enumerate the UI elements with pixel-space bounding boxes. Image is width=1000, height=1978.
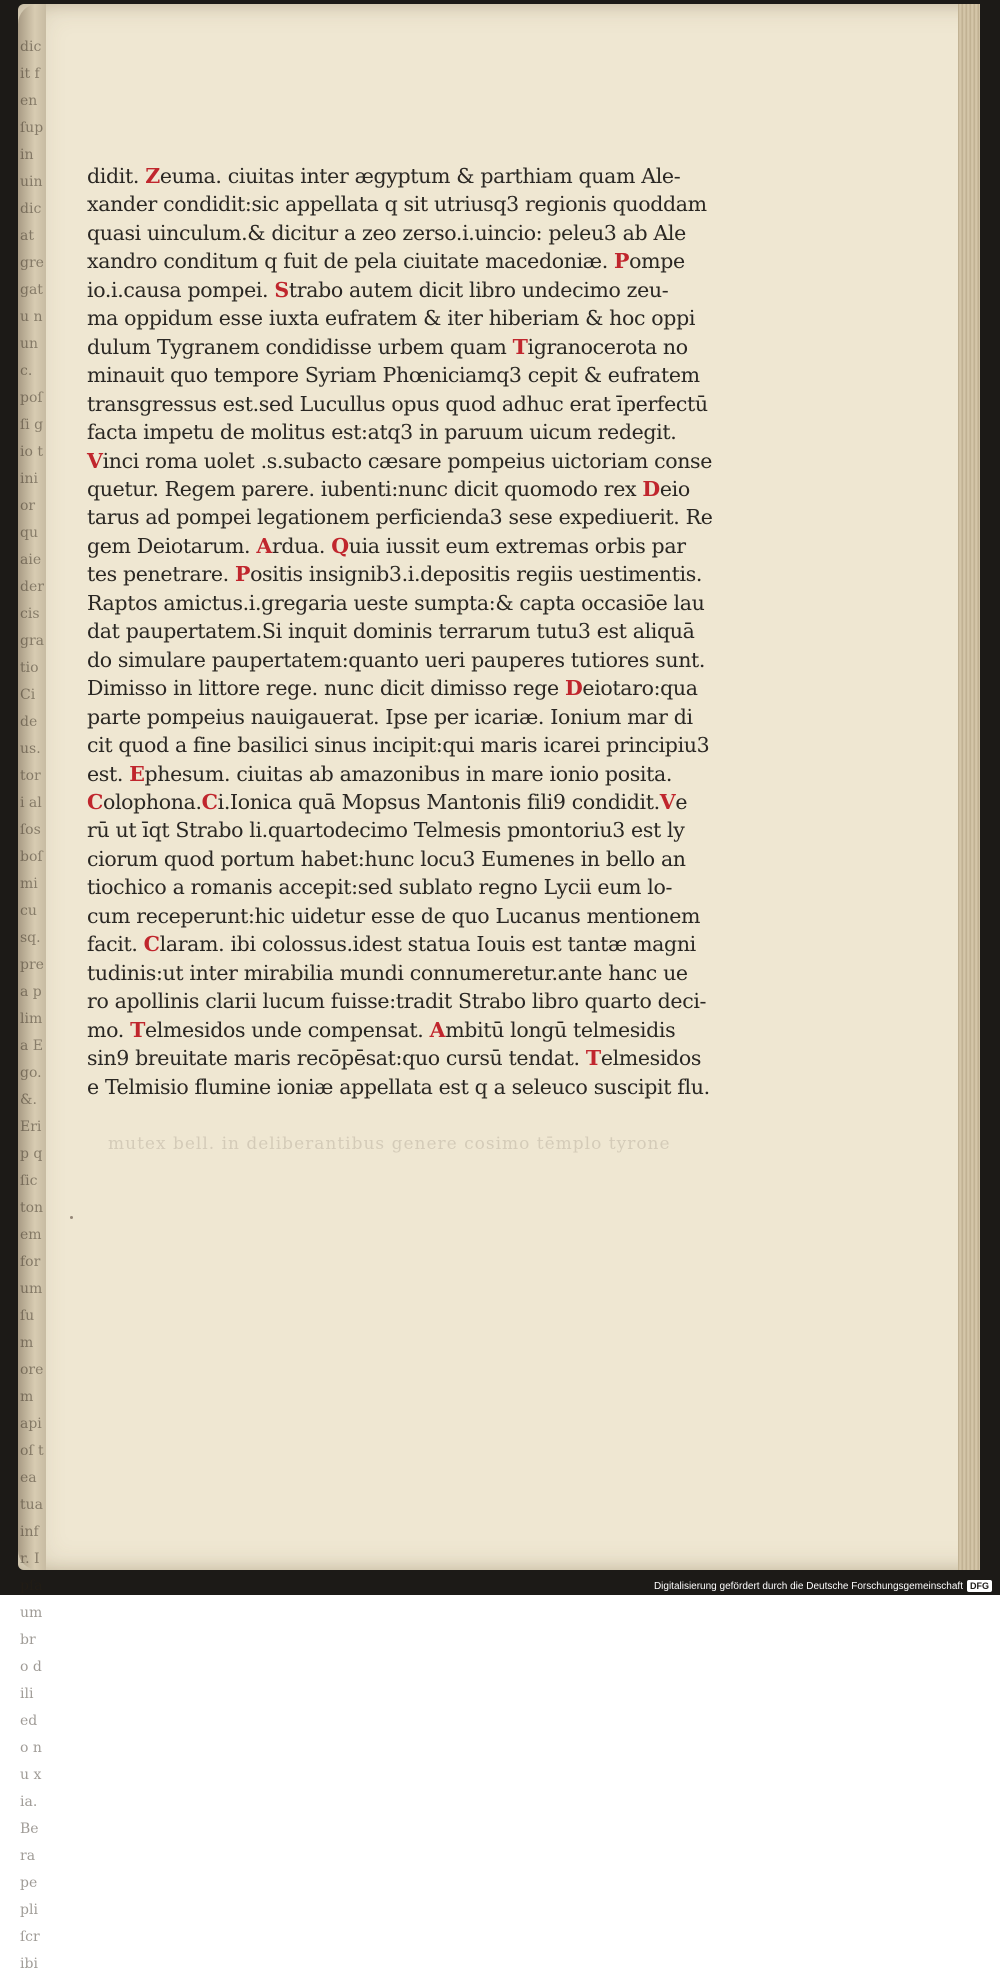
rubricated-initial: V <box>87 448 103 473</box>
text-line <box>87 731 710 759</box>
text-segment: do simulare paupertatem:quanto ueri pauperes tutiores sunt. <box>87 647 706 672</box>
text-segment: cum receperunt:hic uidetur esse de quo Lucanus mentionem <box>87 903 701 928</box>
rubricated-initial: A <box>256 533 272 558</box>
text-segment: euma. ciuitas inter ægyptum & parthiam quam Ale- <box>159 164 681 188</box>
rubricated-initial: C <box>143 932 160 957</box>
text-line <box>87 902 701 930</box>
text-line <box>87 788 687 816</box>
text-segment: elmesidos <box>600 1046 701 1071</box>
commentary-text <box>87 162 713 1101</box>
footer-credit-text: Digitalisierung gefördert durch die Deutsche Forschungsgemeinschaft <box>653 1580 963 1592</box>
text-segment: ciorum quod portum habet:hunc locu3 Eumenes in bello an <box>87 846 686 871</box>
text-segment: mbitū longū telmesidis <box>445 1017 676 1042</box>
facing-page-fold <box>18 4 46 1972</box>
text-line <box>87 760 687 788</box>
rubricated-initial: Q <box>331 533 349 558</box>
rubricated-initial: S <box>274 277 289 302</box>
text-segment: xandro conditum q fuit de pela ciuitate macedoniæ. <box>87 249 615 274</box>
rubricated-initial: P <box>614 249 630 274</box>
text-line <box>87 589 705 617</box>
text-line <box>87 162 687 190</box>
text-segment: quetur. Regem parere. iubenti:nunc dicit quomodo rex <box>87 476 643 501</box>
text-line <box>87 987 707 1015</box>
text-segment: eio <box>659 476 690 501</box>
bleed-through-text: mutex bell. in deliberantibus genere cosimo tēmplo tyrone <box>108 1134 671 1154</box>
text-segment: i.Ionica quā Mopsus Mantonis fili9 condidit. <box>217 789 660 814</box>
text-segment: tes penetrare. <box>87 562 235 587</box>
text-line <box>87 1044 701 1072</box>
text-line <box>87 560 703 588</box>
rubricated-initial: E <box>129 761 145 786</box>
text-segment: tarus ad pompei legationem perficienda3 sese expediuerit. Re <box>87 505 713 530</box>
text-segment: sin9 breuitate maris recōpēsat:quo cursū tendat. <box>87 1046 586 1071</box>
text-segment: minauit quo tempore Syriam Phœniciamq3 cepit & eufratem <box>87 363 700 388</box>
facing-page-text: dicit fen ſup in uindicat gre gatu nunc. poſſi gio tini or quaie dercis gratio Ci deus. tori alſos boſmi cusq. prea plima Ego. &. Erip q ſic tonem forum ſum orem apioſ tea tua infr. Ipſa umbro dili edo nu xia. Bera pepli ſcribi <box>20 39 45 1972</box>
text-line <box>87 959 687 987</box>
rubricated-initial: D <box>642 476 660 501</box>
text-segment: quasi uinculum.& dicitur a zeo zerso.i.uincio: peleu3 ab Ale <box>87 220 686 245</box>
ink-mark <box>70 1216 73 1219</box>
text-segment: mo. <box>87 1017 131 1042</box>
text-line <box>87 532 687 560</box>
text-line <box>87 190 707 218</box>
rubricated-initial: P <box>234 562 251 587</box>
text-line <box>87 475 690 503</box>
text-line <box>87 276 687 304</box>
text-line <box>87 816 687 844</box>
text-line <box>87 674 698 702</box>
text-segment: ma oppidum esse iuxta eufratem & iter hiberiam & hoc oppi <box>87 306 696 331</box>
text-segment: e Telmisio flumine ioniæ appellata est q a seleuco suscipit flu. <box>87 1074 710 1099</box>
text-line <box>87 418 687 446</box>
text-segment: facta impetu de molitus est:atq3 in paruum uicum redegit. <box>87 420 677 445</box>
text-segment: xander condidit:sic appellata q sit utriusq3 regionis quoddam <box>87 192 707 217</box>
text-segment: Dimisso in littore rege. nunc dicit dimisso rege <box>87 676 565 701</box>
text-segment: ompe <box>629 249 685 274</box>
text-segment: ositis insignib3.i.depositis regiis uestimentis. <box>250 562 703 587</box>
text-segment: trabo autem dicit libro undecimo zeu- <box>288 277 669 302</box>
text-segment: uia iussit eum extremas orbis par <box>348 533 686 558</box>
rubricated-initial: T <box>585 1046 601 1071</box>
text-segment: dulum Tygranem condidisse urbem quam <box>87 334 513 359</box>
text-segment: rū ut īqt Strabo li.quartodecimo Telmesis pmontoriu3 est ly <box>87 818 685 843</box>
footer-credit <box>654 1580 992 1592</box>
text-segment: tudinis:ut inter mirabilia mundi connumeretur.ante hanc ue <box>87 960 688 985</box>
text-segment: cit quod a fine basilici sinus incipit:qui maris icarei principiu3 <box>87 733 710 758</box>
text-segment: phesum. ciuitas ab amazonibus in mare ionio posita. <box>144 761 672 786</box>
text-line <box>87 1016 687 1044</box>
text-segment: elmesidos unde compensat. <box>144 1017 430 1042</box>
text-line <box>87 503 713 531</box>
text-line <box>87 447 713 475</box>
rubricated-initial: D <box>564 676 583 701</box>
page-edge <box>958 4 980 1570</box>
text-segment: olophona. <box>102 789 202 814</box>
text-line <box>87 873 687 901</box>
text-segment: est. <box>87 761 130 786</box>
dfg-logo: DFG <box>967 1580 992 1592</box>
text-segment: ro apollinis clarii lucum fuisse:tradit Strabo libro quarto deci- <box>87 989 707 1014</box>
rubricated-initial: Z <box>145 164 160 188</box>
text-segment: e <box>675 789 688 814</box>
text-line <box>87 219 687 247</box>
text-segment: io.i.causa pompei. <box>87 277 275 302</box>
text-line <box>87 930 696 958</box>
text-line <box>87 1073 710 1101</box>
rubricated-initial: C <box>201 789 218 814</box>
text-segment: tiochico a romanis accepit:sed sublato regno Lycii eum lo- <box>87 875 673 900</box>
text-line <box>87 304 696 332</box>
text-segment: didit. <box>87 164 146 188</box>
text-line <box>87 247 687 275</box>
text-segment: rdua. <box>271 533 332 558</box>
text-segment: facit. <box>87 932 144 957</box>
text-segment: Raptos amictus.i.gregaria ueste sumpta:& capta occasiōe lau <box>87 590 705 615</box>
text-segment: eiotaro:qua <box>582 676 698 701</box>
text-segment: parte pompeius nauigauerat. Ipse per icariæ. Ionium mar di <box>87 704 693 729</box>
rubricated-initial: A <box>429 1017 446 1042</box>
text-segment: dat paupertatem.Si inquit dominis terrarum tutu3 est aliquā <box>87 619 695 644</box>
text-segment: inci roma uolet .s.subacto cæsare pompeius uictoriam conse <box>102 448 713 473</box>
text-segment: igranocerota no <box>527 334 688 359</box>
text-line <box>87 703 693 731</box>
rubricated-initial: V <box>659 789 676 814</box>
text-line <box>87 361 700 389</box>
text-line <box>87 845 687 873</box>
rubricated-initial: T <box>130 1017 145 1042</box>
rubricated-initial: T <box>512 334 528 359</box>
text-line <box>87 646 706 674</box>
text-segment: gem Deiotarum. <box>87 533 257 558</box>
text-line <box>87 390 708 418</box>
rubricated-initial: C <box>87 789 103 814</box>
text-segment: laram. ibi colossus.idest statua Iouis est tantæ magni <box>159 932 696 957</box>
text-segment: transgressus est.sed Lucullus opus quod adhuc erat īperfectū <box>87 391 708 416</box>
text-line <box>87 617 695 645</box>
text-line <box>87 333 687 361</box>
